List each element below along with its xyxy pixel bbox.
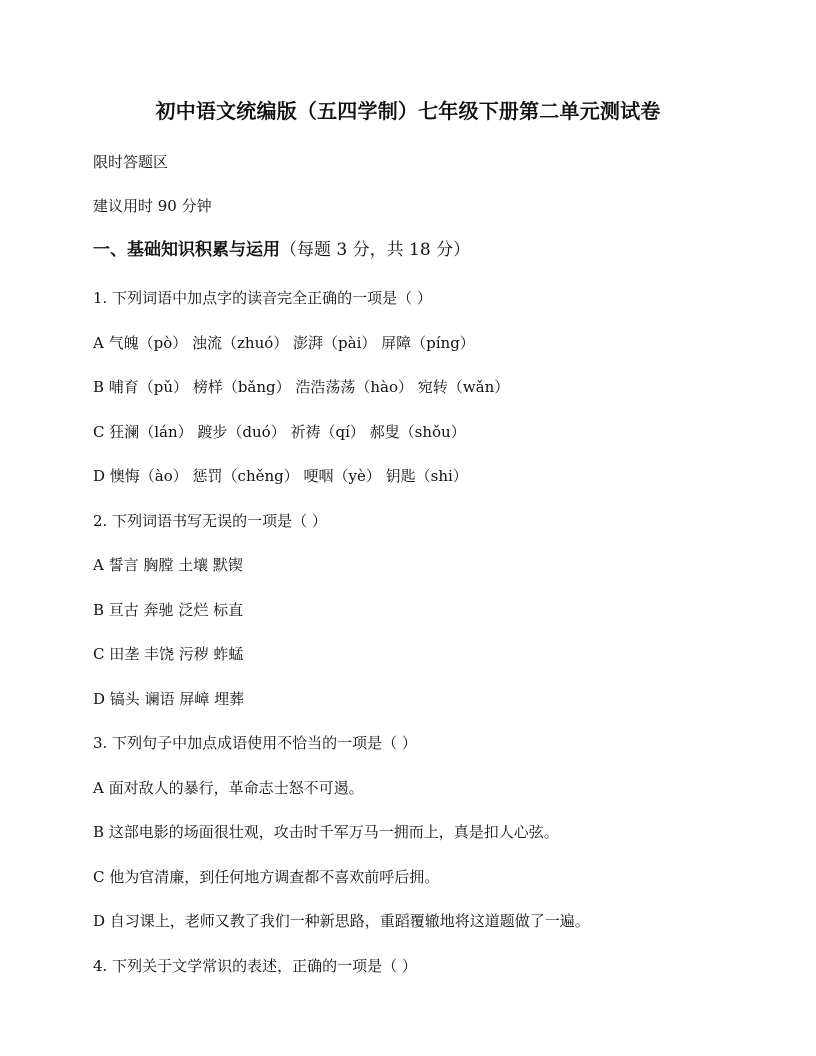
question-3-option-c: C 他为官清廉，到任何地方调查都不喜欢前呼后拥。 xyxy=(93,868,440,886)
question-1-option-b: B 哺育（pǔ） 榜样（bǎng） 浩浩荡荡（hào） 宛转（wǎn） xyxy=(93,378,510,396)
question-2: 2. 下列词语书写无误的一项是（ ） xyxy=(93,512,327,530)
document-title: 初中语文统编版（五四学制）七年级下册第二单元测试卷 xyxy=(155,99,661,123)
question-2-option-a: A 誓言 胸膛 土壤 默锲 xyxy=(93,556,243,574)
question-1-option-c: C 狂澜（lán） 踱步（duó） 祈祷（qí） 郝叟（shǒu） xyxy=(93,423,466,441)
question-1-option-d: D 懊悔（ào） 惩罚（chěng） 哽咽（yè） 钥匙（shi） xyxy=(93,467,468,485)
question-3-option-b: B 这部电影的场面很壮观，攻击时千军万马一拥而上，真是扣人心弦。 xyxy=(93,823,559,841)
question-2-option-d: D 镐头 谰语 屏嶂 埋葬 xyxy=(93,690,245,708)
question-3-option-d: D 自习课上，老师又教了我们一种新思路，重蹈覆辙地将这道题做了一遍。 xyxy=(93,912,590,930)
question-3: 3. 下列句子中加点成语使用不恰当的一项是（ ） xyxy=(93,734,417,752)
question-3-option-a: A 面对敌人的暴行，革命志士怒不可遏。 xyxy=(93,779,364,797)
answer-zone-label: 限时答题区 xyxy=(93,153,169,171)
section-heading xyxy=(93,239,783,261)
question-2-option-c: C 田垄 丰饶 污秽 蚱蜢 xyxy=(93,645,244,663)
section-title: 一、基础知识积累与运用 xyxy=(93,240,280,260)
section-scoring-note: （每题 3 分，共 18 分） xyxy=(280,240,471,260)
question-4: 4. 下列关于文学常识的表述，正确的一项是（ ） xyxy=(93,957,417,975)
suggested-time: 建议用时 90 分钟 xyxy=(93,197,212,215)
question-1: 1. 下列词语中加点字的读音完全正确的一项是（ ） xyxy=(93,289,432,307)
question-2-option-b: B 亘古 奔驰 泛烂 标直 xyxy=(93,601,244,619)
question-1-option-a: A 气魄（pò） 浊流（zhuó） 澎湃（pài） 屏障（píng） xyxy=(93,334,475,352)
